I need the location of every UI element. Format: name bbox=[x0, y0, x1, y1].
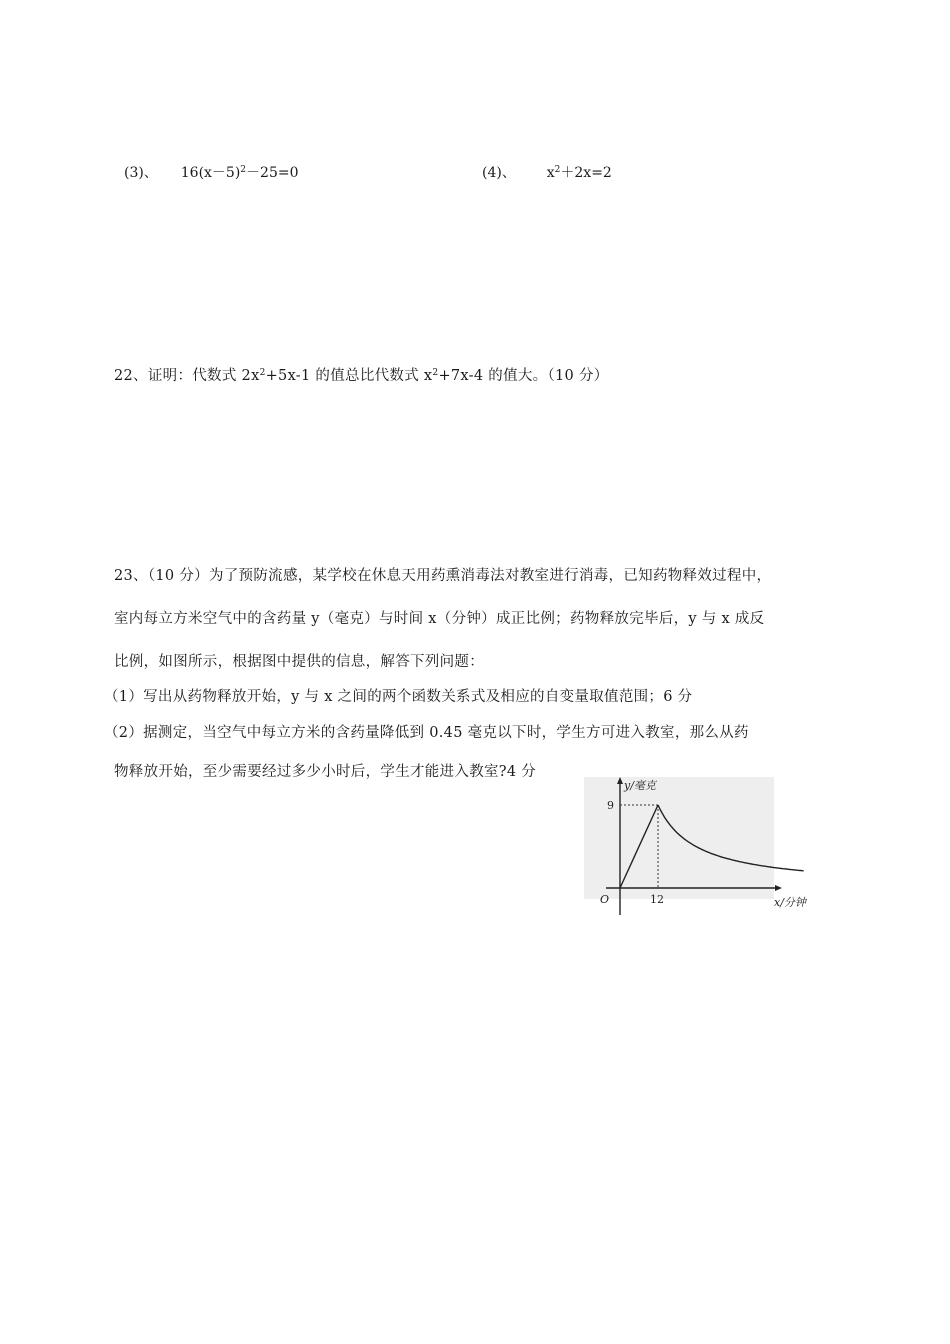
equation-4-expr-b: ＋2x=2 bbox=[560, 165, 612, 181]
equation-3-expr-b: －25=0 bbox=[246, 165, 299, 181]
equation-3-expr-a: 16(x－5) bbox=[180, 165, 241, 181]
square-exponent: 2 bbox=[432, 368, 439, 378]
equation-3-label: (3)、 bbox=[124, 165, 158, 181]
square-exponent: 2 bbox=[259, 368, 266, 378]
question-23-line-1: 23、（10 分）为了预防流感，某学校在休息天用药熏消毒法对教室进行消毒，已知药物释效过程中， bbox=[114, 568, 772, 584]
origin-label: O bbox=[600, 893, 610, 906]
y-axis-label: y/毫克 bbox=[624, 779, 656, 792]
equation-3 bbox=[124, 162, 298, 182]
equation-4-expr-a: x bbox=[546, 165, 555, 181]
peak-x-label: 12 bbox=[650, 893, 664, 906]
question-23-part-2-line-2: 物释放开始，至少需要经过多少小时后，学生才能进入教室?4 分 bbox=[114, 764, 537, 780]
question-22-mid: +5x-1 的值总比代数式 x bbox=[265, 368, 433, 384]
question-23-line-3: 比例，如图所示，根据图中提供的信息，解答下列问题： bbox=[114, 654, 484, 670]
equation-4 bbox=[482, 162, 612, 182]
peak-y-label: 9 bbox=[607, 799, 614, 812]
question-23-part-1: （1）写出从药物释放开始，y 与 x 之间的两个函数关系式及相应的自变量取值范围；6 分 bbox=[104, 689, 693, 705]
question-22 bbox=[114, 364, 609, 385]
question-23-line-2: 室内每立方米空气中的含药量 y（毫克）与时间 x（分钟）成正比例；药物释放完毕后，y 与 x 成反 bbox=[114, 611, 765, 627]
x-axis-label: x/分钟 bbox=[774, 896, 806, 909]
graph-background bbox=[584, 777, 774, 899]
question-23-part-2-line-1: （2）据测定，当空气中每立方米的含药量降低到 0.45 毫克以下时，学生方可进入教室，那么从药 bbox=[104, 725, 749, 741]
equation-4-label: (4)、 bbox=[482, 165, 516, 181]
square-exponent: 2 bbox=[240, 165, 247, 175]
concentration-graph bbox=[578, 775, 818, 920]
x-axis-arrow bbox=[775, 885, 782, 891]
question-22-suffix: +7x-4 的值大。（10 分） bbox=[438, 368, 609, 384]
question-22-prefix: 22、证明：代数式 2x bbox=[114, 368, 260, 384]
square-exponent: 2 bbox=[554, 165, 561, 175]
